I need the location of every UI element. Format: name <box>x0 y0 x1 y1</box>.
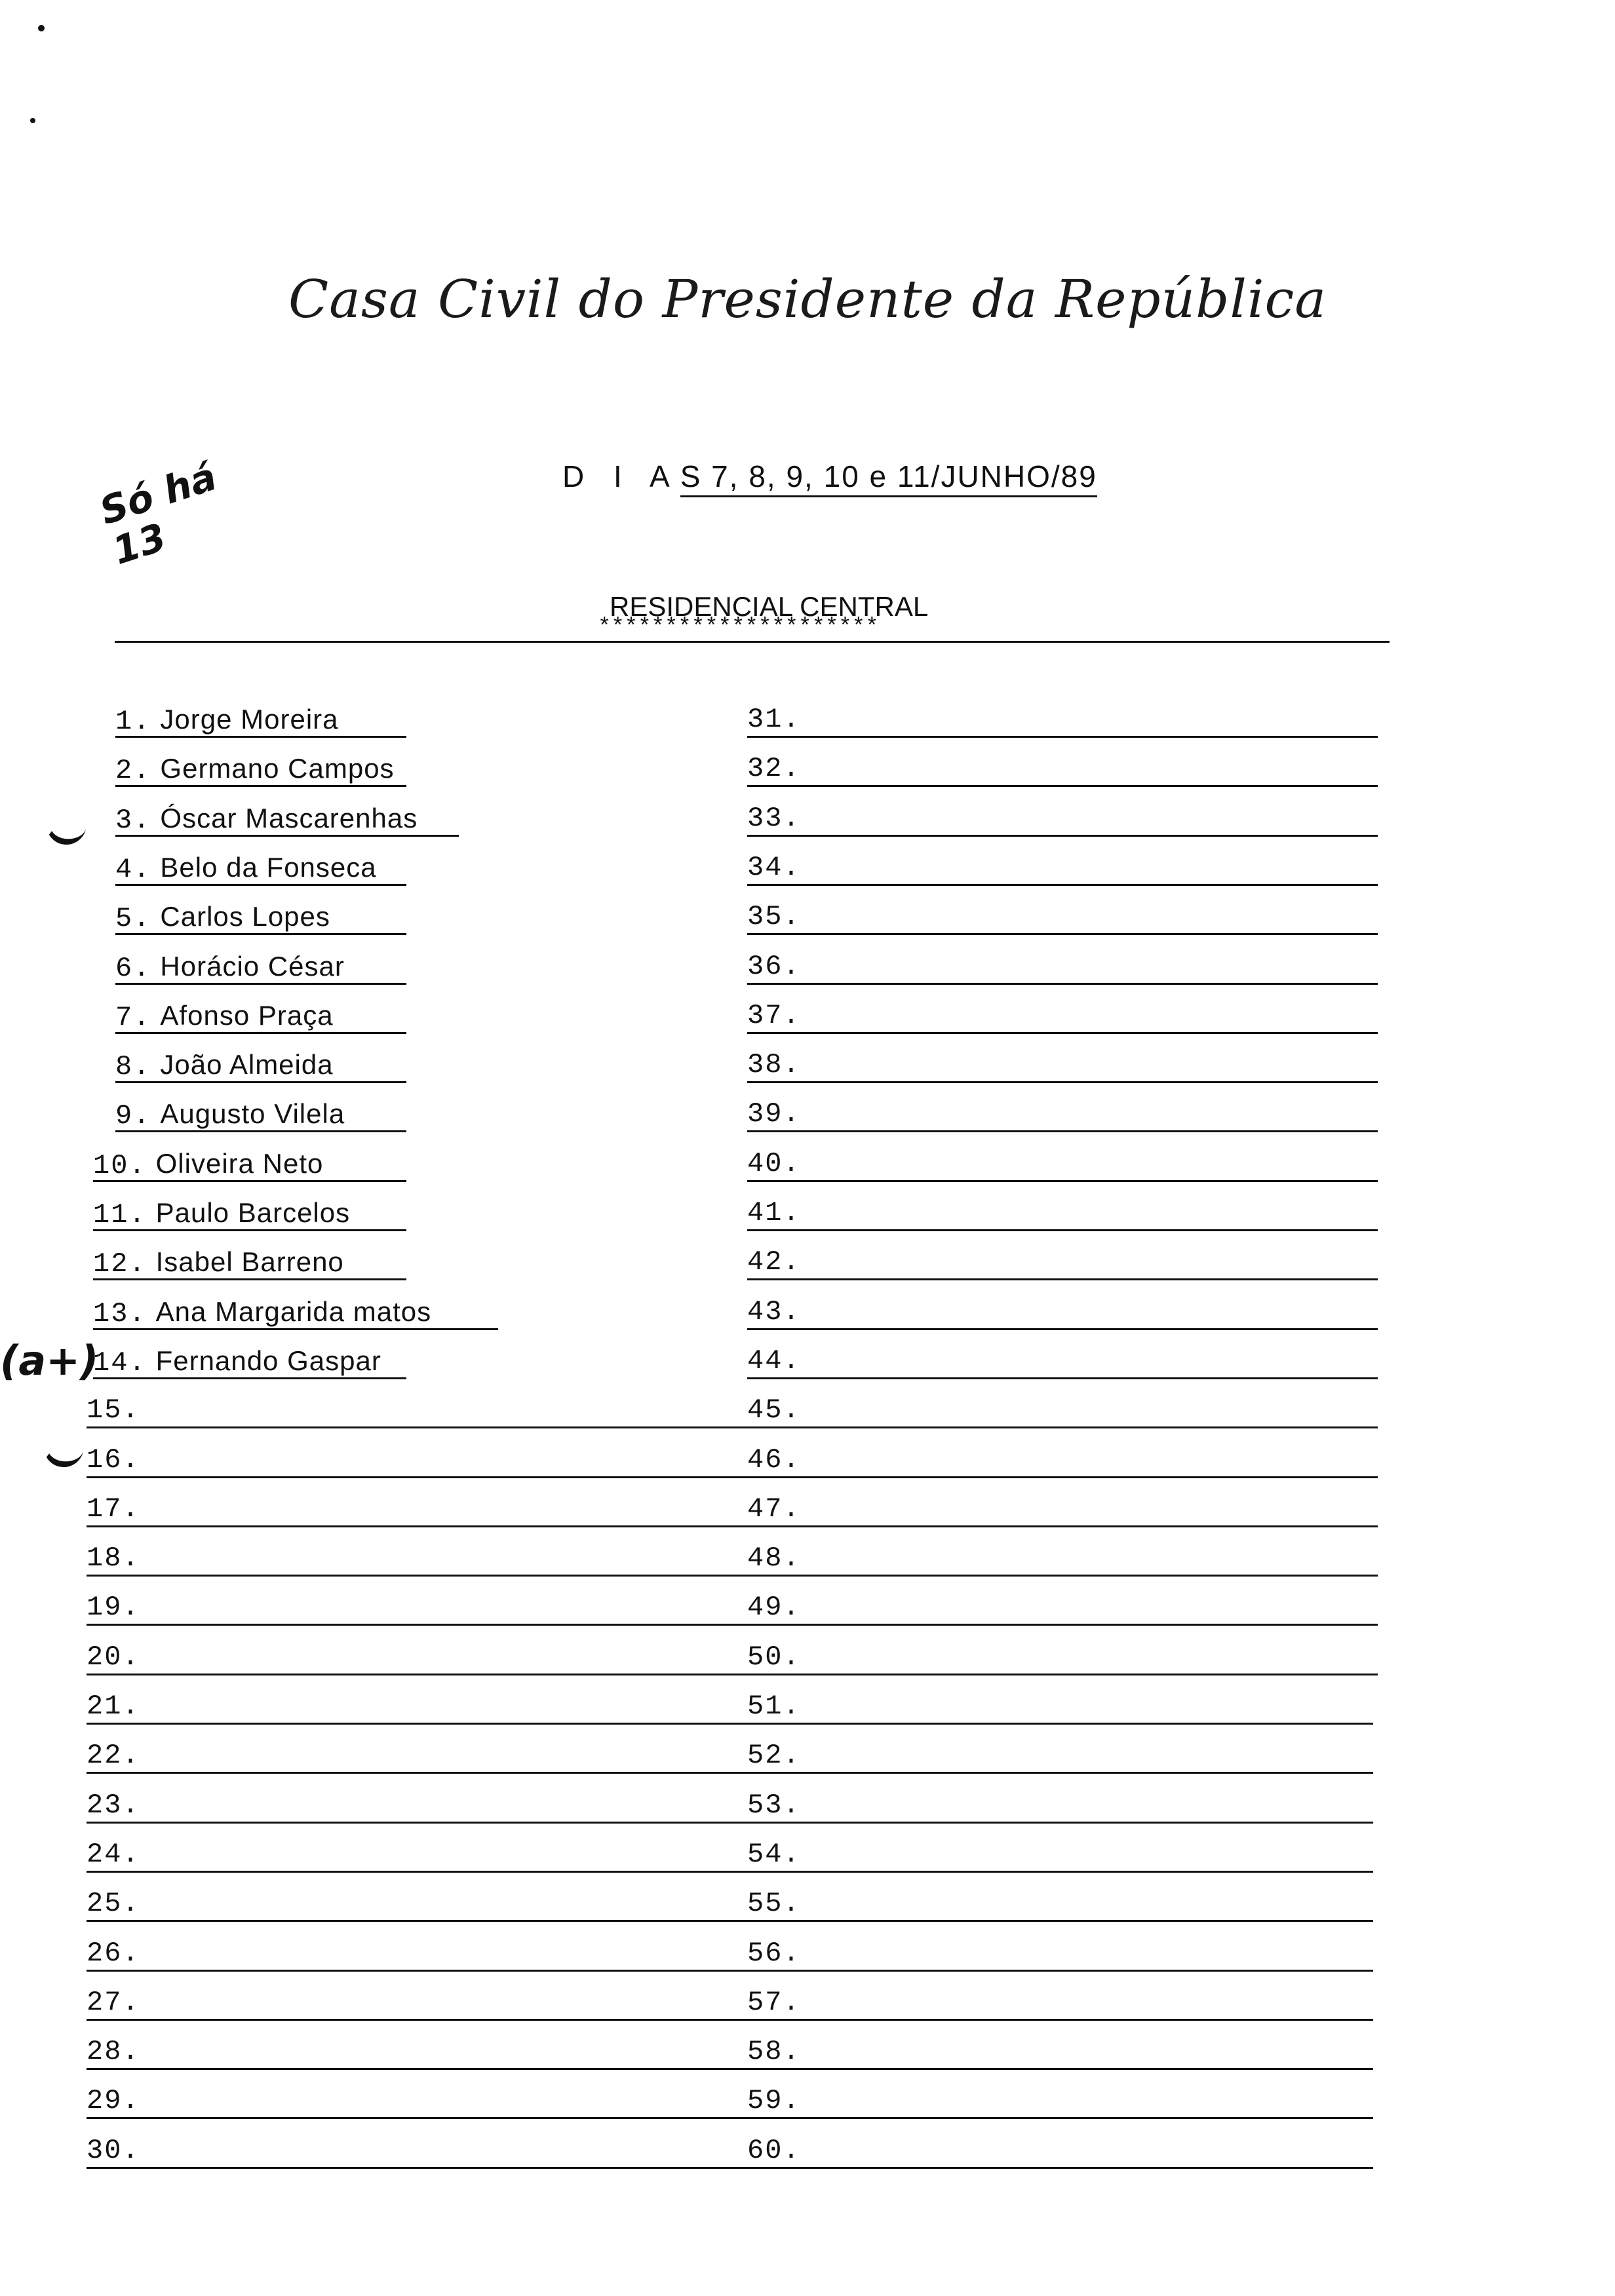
roster-row-left <box>87 1392 814 1428</box>
row-number: 11. <box>93 1199 147 1231</box>
roster-row-right <box>747 1688 1373 1725</box>
row-number: 30. <box>87 2135 140 2166</box>
row-number: 13. <box>93 1298 147 1330</box>
scan-speck <box>30 118 35 123</box>
row-number: 56. <box>747 1938 801 1969</box>
roster-row-right <box>747 1639 1378 1675</box>
row-number: 51. <box>747 1691 801 1722</box>
roster-row-right <box>747 1540 1378 1577</box>
row-name: Germano Campos <box>160 753 395 784</box>
roster-row-right <box>747 997 1378 1034</box>
roster-row-right <box>747 1935 1373 1972</box>
roster-row-right <box>747 750 1378 787</box>
roster-row-left <box>87 1935 814 1972</box>
row-number: 16. <box>87 1444 140 1476</box>
roster-row-left <box>87 1787 814 1824</box>
roster-row-left <box>93 1343 406 1379</box>
row-number: 19. <box>87 1592 140 1623</box>
roster-row-left <box>115 750 406 787</box>
row-number: 48. <box>747 1542 801 1574</box>
handwritten-note-top: Só há 13 <box>94 454 222 573</box>
row-number: 20. <box>87 1641 140 1673</box>
row-name: Fernando Gaspar <box>155 1345 381 1376</box>
roster-row-right <box>747 2132 1373 2169</box>
row-number: 40. <box>747 1148 801 1179</box>
roster-row-left <box>87 1836 814 1873</box>
roster-row-right <box>747 1491 1378 1527</box>
row-number: 31. <box>747 704 801 735</box>
row-number: 4. <box>115 854 151 885</box>
dias-header <box>562 459 1097 497</box>
row-number: 41. <box>747 1197 801 1229</box>
row-number: 24. <box>87 1839 140 1870</box>
row-number: 27. <box>87 1987 140 2018</box>
row-name: Isabel Barreno <box>155 1246 344 1277</box>
row-number: 47. <box>747 1493 801 1525</box>
roster-row-right <box>747 2033 1373 2070</box>
row-name: Oliveira Neto <box>155 1148 324 1179</box>
row-name: Horácio César <box>160 951 345 982</box>
row-number: 49. <box>747 1592 801 1623</box>
roster-row-left <box>115 898 406 935</box>
row-number: 15. <box>87 1394 140 1426</box>
roster-row-left <box>93 1244 406 1280</box>
roster-row-left <box>115 1096 406 1132</box>
row-number: 38. <box>747 1049 801 1081</box>
row-number: 17. <box>87 1493 140 1525</box>
roster-row-left <box>87 2082 814 2119</box>
roster-row-left <box>87 1688 814 1725</box>
roster-row-left <box>87 2033 814 2070</box>
row-number: 28. <box>87 2036 140 2067</box>
row-number: 8. <box>115 1051 151 1082</box>
roster-row-left <box>115 701 406 738</box>
roster-row-left <box>87 2132 814 2169</box>
roster-row-right <box>747 1392 1378 1428</box>
row-number: 22. <box>87 1740 140 1771</box>
row-name: Afonso Praça <box>160 1000 334 1031</box>
roster-row-right <box>747 2082 1373 2119</box>
roster-row-right <box>747 849 1378 886</box>
row-number: 34. <box>747 852 801 883</box>
roster-row-right <box>747 1096 1378 1132</box>
row-number: 2. <box>115 755 151 786</box>
row-name: Ana Margarida matos <box>155 1296 432 1327</box>
row-number: 18. <box>87 1542 140 1574</box>
row-name: Jorge Moreira <box>160 704 339 735</box>
row-number: 37. <box>747 1000 801 1031</box>
roster-row-right <box>747 1589 1378 1626</box>
roster-row-right <box>747 1442 1378 1478</box>
roster-row-left <box>115 997 406 1034</box>
roster-row-right <box>747 1787 1373 1824</box>
row-number: 21. <box>87 1691 140 1722</box>
roster-row-right <box>747 1885 1373 1922</box>
scan-speck <box>38 25 45 31</box>
roster-row-right <box>747 948 1378 985</box>
row-number: 60. <box>747 2135 801 2166</box>
roster-row-left <box>93 1195 406 1231</box>
handwritten-note-side: (a+) <box>0 1337 99 1385</box>
roster-row-left <box>87 1589 814 1626</box>
row-number: 25. <box>87 1888 140 1919</box>
roster-row-right <box>747 1046 1378 1083</box>
dias-prefix: D I A <box>562 459 680 493</box>
row-number: 58. <box>747 2036 801 2067</box>
section-stars: ********************* <box>598 615 879 640</box>
roster-row-right <box>747 1737 1373 1774</box>
row-number: 57. <box>747 1987 801 2018</box>
roster-row-left <box>93 1293 498 1330</box>
row-number: 12. <box>93 1248 147 1280</box>
row-number: 53. <box>747 1789 801 1821</box>
row-number: 7. <box>115 1002 151 1033</box>
roster-row-left <box>115 1046 406 1083</box>
row-number: 5. <box>115 903 151 934</box>
row-number: 23. <box>87 1789 140 1821</box>
roster-row-right <box>747 1984 1373 2021</box>
roster-row-right <box>747 800 1378 837</box>
row-name: Augusto Vilela <box>160 1098 345 1129</box>
roster-row-left <box>93 1145 406 1182</box>
row-number: 44. <box>747 1345 801 1377</box>
row-name: Óscar Mascarenhas <box>160 803 418 833</box>
roster-row-right <box>747 1343 1378 1379</box>
row-number: 32. <box>747 753 801 784</box>
row-number: 45. <box>747 1394 801 1426</box>
roster-row-left <box>115 800 459 837</box>
row-number: 9. <box>115 1100 151 1132</box>
dias-dates: S 7, 8, 9, 10 e 11/JUNHO/89 <box>680 459 1097 497</box>
row-number: 1. <box>115 706 151 737</box>
header-rule <box>115 641 1390 643</box>
roster-row-right <box>747 1244 1378 1280</box>
roster-row-right <box>747 1145 1378 1182</box>
row-number: 43. <box>747 1296 801 1328</box>
roster-row-right <box>747 1293 1378 1330</box>
row-number: 36. <box>747 951 801 982</box>
row-number: 26. <box>87 1938 140 1969</box>
row-number: 35. <box>747 901 801 932</box>
section-title: RESIDENCIAL CENTRAL <box>610 591 929 622</box>
row-number: 29. <box>87 2085 140 2116</box>
roster-row-left <box>115 948 406 985</box>
row-number: 42. <box>747 1246 801 1278</box>
row-number: 55. <box>747 1888 801 1919</box>
roster-row-right <box>747 1836 1373 1873</box>
row-name: João Almeida <box>160 1049 334 1080</box>
roster-row-left <box>87 1984 814 2021</box>
row-number: 50. <box>747 1641 801 1673</box>
row-name: Carlos Lopes <box>160 901 330 932</box>
row-number: 6. <box>115 953 151 984</box>
roster-row-left <box>115 849 406 886</box>
roster-row-left <box>87 1885 814 1922</box>
row-name: Belo da Fonseca <box>160 852 377 883</box>
row-number: 3. <box>115 805 151 836</box>
row-number: 54. <box>747 1839 801 1870</box>
roster-row-right <box>747 1195 1378 1231</box>
roster-row-left <box>87 1540 814 1577</box>
row-number: 14. <box>93 1347 147 1379</box>
row-number: 52. <box>747 1740 801 1771</box>
letterhead: Casa Civil do Presidente da República <box>288 269 1327 330</box>
roster-row-right <box>747 701 1378 738</box>
row-name: Paulo Barcelos <box>155 1197 351 1228</box>
handwritten-check-mark <box>41 1431 86 1470</box>
row-number: 59. <box>747 2085 801 2116</box>
roster-row-left <box>87 1491 814 1527</box>
roster-row-left <box>87 1737 814 1774</box>
row-number: 33. <box>747 803 801 834</box>
row-number: 39. <box>747 1098 801 1130</box>
row-number: 10. <box>93 1150 147 1181</box>
roster-row-left <box>87 1639 814 1675</box>
handwritten-check-mark <box>44 809 88 847</box>
roster-row-left <box>87 1442 814 1478</box>
roster-row-right <box>747 898 1378 935</box>
row-number: 46. <box>747 1444 801 1476</box>
